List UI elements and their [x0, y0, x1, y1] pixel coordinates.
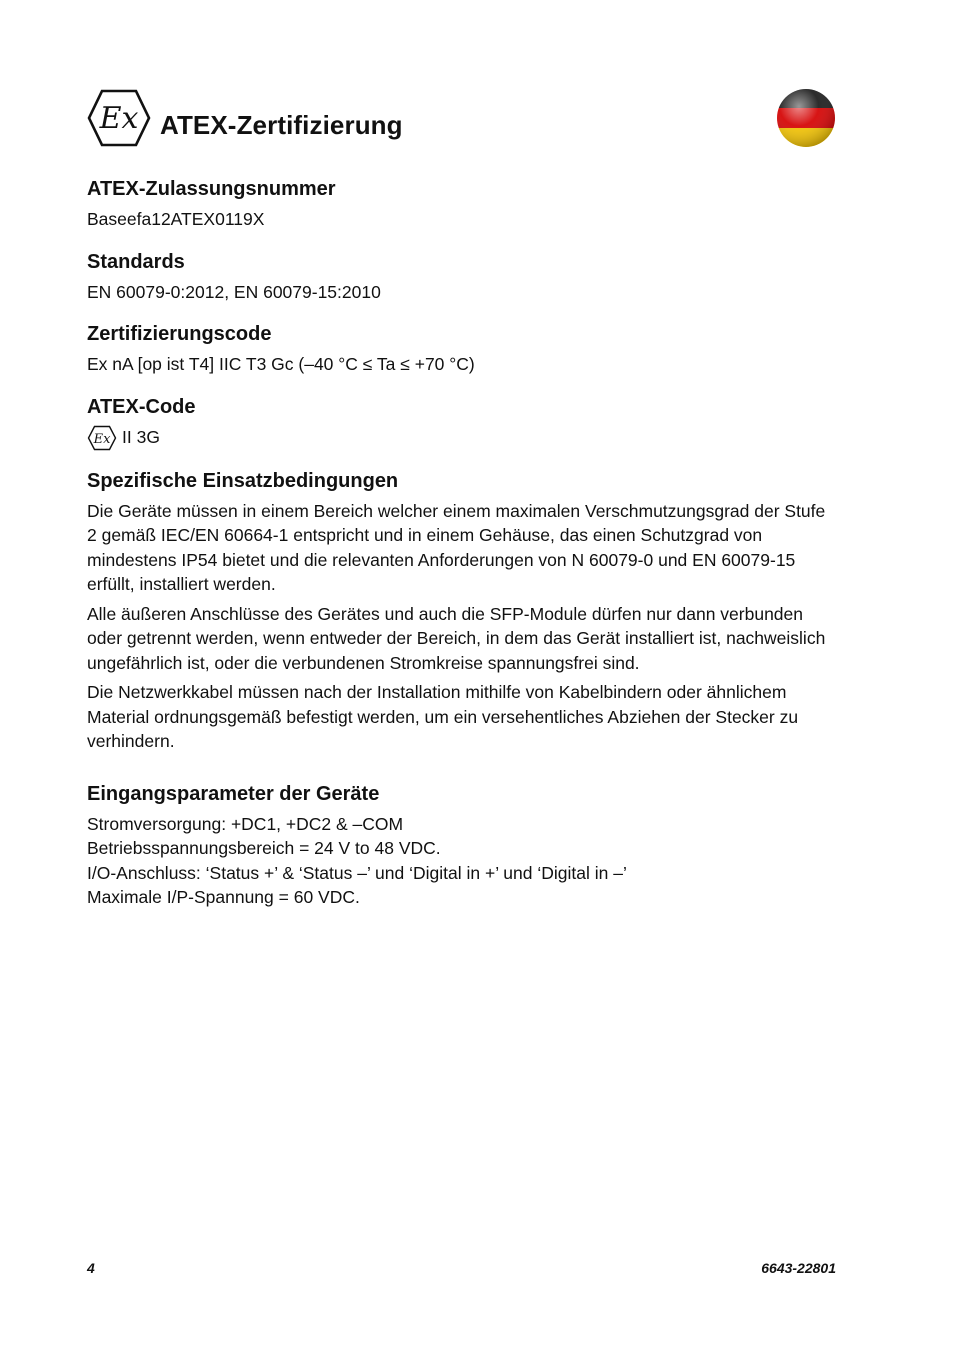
paragraph: Alle äußeren Anschlüsse des Gerätes und auch die SFP-Module dürfen nur dann verbunden oder getrennt werden, wenn entweder der Bereich, in dem das Gerät installiert ist, nachweislich ungefährlich ist, oder die verbundenen Stromkreise spannungsfrei sind.: [87, 603, 826, 673]
section-conditions: [87, 468, 832, 754]
section-title: Eingangsparameter der Geräte: [87, 782, 380, 805]
atex-code-line: [87, 425, 832, 451]
paragraph: Die Geräte müssen in einem Bereich welcher einem maximalen Verschmutzungsgrad der Stufe 2 gemäß IEC/EN 60664-1 entspricht und in einem Gehäuse, das einen Schutzgrad von mindestens IP54 bietet und die relevanten Anforderungen von N 60079-0 und EN 60079-15 erfüllt, installiert werden.: [87, 500, 826, 594]
parameter-line: Betriebsspannungsbereich = 24 V to 48 VDC.: [87, 838, 441, 858]
atex-code: II 3G: [122, 427, 160, 448]
paragraph: Die Netzwerkkabel müssen nach der Installation mithilfe von Kabelbindern oder ähnlichem Material ordnungsgemäß befestigt werden, um ein versehentliches Abziehen der Stecker zu verhindern.: [87, 682, 799, 751]
page-number: 4: [87, 1260, 95, 1276]
ex-hexagon-icon: [86, 88, 152, 148]
section-standards: [87, 249, 832, 305]
certification-code: Ex nA [op ist T4] IIC T3 Gc (–40 °C ≤ Ta ≤ +70 °C): [87, 354, 475, 374]
page-title: ATEX-Zertifizierung: [160, 110, 403, 140]
svg-text:Ex: Ex: [93, 431, 111, 447]
section-title: ATEX-Zulassungsnummer: [87, 178, 336, 200]
section-approval-number: [87, 176, 832, 232]
section-title: ATEX-Code: [87, 395, 196, 418]
content: [87, 176, 832, 927]
standards-text: EN 60079-0:2012, EN 60079-15:2010: [87, 281, 381, 302]
section-title: Zertifizierungscode: [87, 323, 272, 345]
header: [86, 88, 838, 148]
ex-hexagon-icon: [87, 425, 117, 451]
parameter-line: Maximale I/P-Spannung = 60 VDC.: [87, 887, 360, 907]
section-title: Spezifische Einsatzbedingungen: [87, 469, 399, 492]
section-title: Standards: [87, 250, 185, 273]
parameter-line: Stromversorgung: +DC1, +DC2 & –COM: [87, 813, 404, 834]
section-certification-code: [87, 321, 832, 377]
parameter-line: I/O-Anschluss: ‘Status +’ & ‘Status –’ und ‘Digital in +’ und ‘Digital in –’: [87, 862, 627, 883]
approval-number: Baseefa12ATEX0119X: [87, 209, 265, 229]
section-input-parameters: [87, 781, 832, 910]
svg-text:Ex: Ex: [99, 101, 139, 136]
document-number: 6643-22801: [761, 1260, 836, 1276]
section-atex-code: [87, 394, 832, 451]
german-flag-icon: [776, 88, 836, 148]
